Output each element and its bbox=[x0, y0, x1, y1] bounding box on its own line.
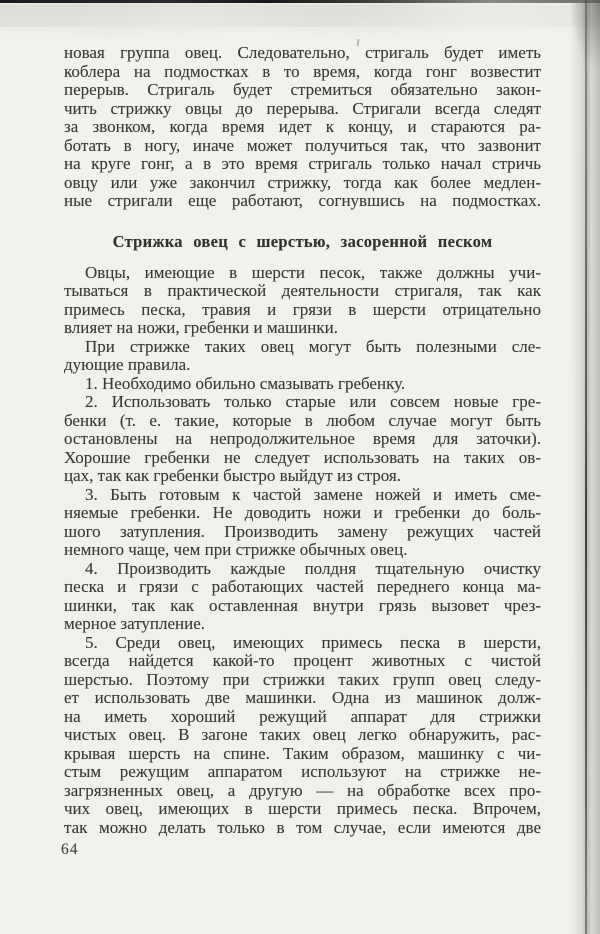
text-line: за звонком, когда время идет к концу, и стараются ра- bbox=[64, 117, 541, 136]
scan-corner-shadow bbox=[570, 0, 600, 70]
scan-top-edge bbox=[0, 0, 600, 3]
text-line: примесь песка, травия и грязи в шерсти отрицательно bbox=[64, 299, 541, 319]
text-line: При стрижке таких овец могут быть полезными сле- bbox=[85, 336, 541, 356]
text-line: 5. Среди овец, имеющих примесь песка в шерсти, bbox=[85, 632, 541, 652]
text-line: шого затупления. Производить замену режущих частей bbox=[64, 521, 541, 541]
text-line: 3. Быть готовым к частой замене ножей и иметь сме- bbox=[85, 484, 541, 504]
text-line: Хорошие гребенки не следует использовать на таких ов- bbox=[64, 447, 541, 467]
text-line: 2. Использовать только старые или совсем новые гре- bbox=[85, 392, 541, 411]
text-line: ет использовать две машинки. Одна из машинок долж- bbox=[64, 688, 541, 707]
text-line: бенки (т. е. такие, которые в любом случае могут быть bbox=[64, 410, 541, 430]
text-line: овцу или уже закончил стрижку, тогда как более медлен- bbox=[64, 172, 541, 192]
text-line: всегда найдется какой-то процент животных с чистой bbox=[64, 651, 541, 670]
text-line: цах, так как гребенки быстро выйдут из строя. bbox=[64, 466, 401, 485]
page-number: 64 bbox=[61, 841, 79, 858]
text-line: остановлены на непродолжительное время для заточки). bbox=[64, 429, 541, 448]
text-line: новая группа овец. Следовательно, стригаль будет иметь bbox=[64, 43, 541, 62]
paragraph bbox=[64, 44, 541, 211]
text-line: чистых овец. В загоне таких овец легко обнаружить, рас- bbox=[64, 725, 541, 744]
text-line: дующие правила. bbox=[64, 355, 191, 374]
text-line: перерыв. Стригаль будет стремиться обязательно закон- bbox=[64, 80, 541, 99]
text-line: чих овец, имеющих в шерсти примесь песка. Впрочем, bbox=[64, 799, 541, 818]
text-line: загрязненных овец, а другую — на обработке всех про- bbox=[64, 780, 541, 800]
paragraph bbox=[64, 338, 541, 375]
text-line: шинки, так как оставленная внутри грязь вызовет чрез- bbox=[64, 595, 541, 615]
section-heading: Стрижка овец с шерстью, засоренной песком bbox=[112, 231, 493, 251]
scan-top-smudge bbox=[0, 5, 600, 27]
text-line: песка и грязи с работающих частей переднего конца ма- bbox=[64, 577, 541, 596]
scan-right-crease bbox=[585, 0, 587, 934]
paragraph bbox=[64, 486, 541, 560]
text-line: влияет на ножи, гребенки и машинки. bbox=[64, 318, 338, 337]
text-line: 4. Производить каждые полдня тщательную очистку bbox=[85, 558, 541, 578]
text-line: немного чаще, чем при стрижке обычных овец. bbox=[64, 540, 408, 559]
text-line: шерстью. Поэтому при стрижки таких групп овец следу- bbox=[64, 669, 541, 689]
page-text bbox=[64, 44, 541, 837]
text-line: няемые гребенки. Не доводить ножи и гребенки до боль- bbox=[64, 503, 541, 522]
text-line: чить стрижку овцы до перерыва. Стригали всегда следят bbox=[64, 98, 541, 118]
text-line: на круге гонг, а в это время стригаль только начал стричь bbox=[64, 154, 541, 173]
text-line: на иметь хороший режущий аппарат для стрижки bbox=[64, 706, 541, 726]
text-line: крывая шерсть на спине. Таким образом, машинку с чи- bbox=[64, 743, 541, 763]
text-line: 1. Необходимо обильно смазывать гребенку. bbox=[85, 373, 406, 393]
text-line: мерное затупление. bbox=[64, 614, 206, 633]
text-line: стым режущим аппаратом используют на стрижке не- bbox=[64, 762, 541, 781]
paragraph bbox=[64, 634, 541, 838]
text-line: коблера на подмостках в то время, когда гонг возвестит bbox=[64, 61, 541, 81]
paragraph bbox=[64, 375, 541, 394]
text-line: ботать в ногу, иначе может получиться так, что зазвонит bbox=[64, 135, 541, 155]
paragraph bbox=[64, 264, 541, 338]
text-line: ные стригали еще работают, согнувшись на подмостках. bbox=[64, 191, 541, 210]
paragraph bbox=[64, 393, 541, 486]
text-line: так можно делать только в том случае, если имеются две bbox=[64, 817, 541, 837]
text-line: Овцы, имеющие в шерсти песок, также должны учи- bbox=[85, 262, 541, 282]
paragraph bbox=[64, 560, 541, 634]
text-line: тываться в практической деятельности стригаля, так как bbox=[64, 281, 541, 300]
